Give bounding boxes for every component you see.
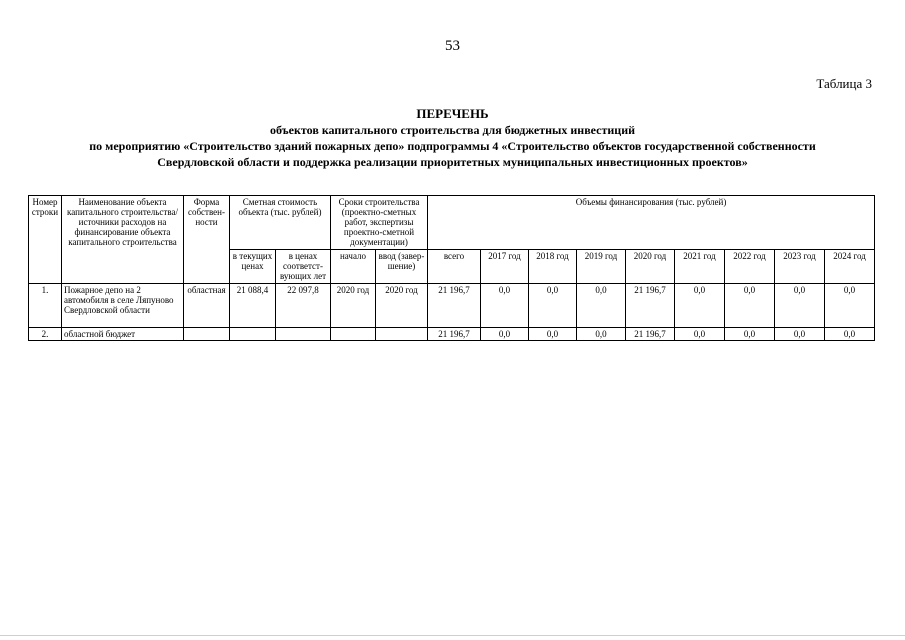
- header-year-2019: 2019 год: [577, 250, 626, 284]
- header-financing: Объемы финансирования (тыс. рублей): [428, 196, 875, 250]
- row-year-2019: 0,0: [577, 284, 626, 328]
- header-name: Наименование объекта капитального строительства/ источники расходов на финансирование объекта капитального строительства: [62, 196, 184, 284]
- row-year-2019: 0,0: [577, 328, 626, 341]
- header-completion: ввод (завер-шение): [376, 250, 428, 284]
- row-number: 1.: [29, 284, 62, 328]
- row-year-2017: 0,0: [481, 328, 529, 341]
- header-number: Номер строки: [29, 196, 62, 284]
- row-year-2021: 0,0: [675, 284, 725, 328]
- table-label: Таблица 3: [816, 76, 872, 91]
- header-ownership: Форма собствен-ности: [184, 196, 230, 284]
- header-year-2021: 2021 год: [675, 250, 725, 284]
- header-total: всего: [428, 250, 481, 284]
- table-row: [29, 284, 875, 328]
- row-year-2023: 0,0: [775, 328, 825, 341]
- header-year-2017: 2017 год: [481, 250, 529, 284]
- row-name: Пожарное депо на 2 автомобиля в селе Ляпуново Свердловской области: [62, 284, 184, 328]
- row-year-2024: 0,0: [825, 284, 875, 328]
- row-current-prices: [230, 328, 276, 341]
- page-number: 53: [445, 38, 460, 54]
- row-year-2021: 0,0: [675, 328, 725, 341]
- row-year-2020: 21 196,7: [626, 328, 675, 341]
- header-year-2024: 2024 год: [825, 250, 875, 284]
- row-completion: 2020 год: [376, 284, 428, 328]
- row-year-2020: 21 196,7: [626, 284, 675, 328]
- row-ownership: областная: [184, 284, 230, 328]
- header-year-2018: 2018 год: [529, 250, 577, 284]
- row-year-2024: 0,0: [825, 328, 875, 341]
- row-total: 21 196,7: [428, 328, 481, 341]
- row-name: областной бюджет: [62, 328, 184, 341]
- title-line-1: объектов капитального строительства для бюджетных инвестиций: [269, 123, 636, 137]
- header-year-2022: 2022 год: [725, 250, 775, 284]
- header-year-2023: 2023 год: [775, 250, 825, 284]
- row-corresponding-years: 22 097,8: [276, 284, 331, 328]
- row-year-2022: 0,0: [725, 284, 775, 328]
- row-year-2022: 0,0: [725, 328, 775, 341]
- row-corresponding-years: [276, 328, 331, 341]
- row-completion: [376, 328, 428, 341]
- header-estimated-cost: Сметная стоимость объекта (тыс. рублей): [230, 196, 331, 250]
- header-year-2020: 2020 год: [626, 250, 675, 284]
- header-current-prices: в текущих ценах: [230, 250, 276, 284]
- row-year-2018: 0,0: [529, 328, 577, 341]
- title-line-2: по мероприятию «Строительство зданий пожарных депо» подпрограммы 4 «Строительство объектов государственной собственности: [89, 139, 816, 153]
- table-row: [29, 328, 875, 341]
- title-line-3: Свердловской области и поддержка реализации приоритетных муниципальных инвестиционных проектов»: [157, 155, 748, 169]
- header-corresponding-years: в ценах соответст-вующих лет: [276, 250, 331, 284]
- row-ownership: [184, 328, 230, 341]
- row-number: 2.: [29, 328, 62, 341]
- scan-edge-divider: [0, 635, 905, 636]
- row-total: 21 196,7: [428, 284, 481, 328]
- row-year-2018: 0,0: [529, 284, 577, 328]
- row-current-prices: 21 088,4: [230, 284, 276, 328]
- document-title: [0, 106, 905, 170]
- row-year-2017: 0,0: [481, 284, 529, 328]
- row-start: 2020 год: [331, 284, 376, 328]
- row-year-2023: 0,0: [775, 284, 825, 328]
- header-start: начало: [331, 250, 376, 284]
- header-construction-terms: Сроки строительства (проектно-сметных работ, экспертизы проектно-сметной документации): [331, 196, 428, 250]
- title-main: ПЕРЕЧЕНЬ: [416, 106, 489, 121]
- investment-table: [28, 195, 875, 341]
- row-start: [331, 328, 376, 341]
